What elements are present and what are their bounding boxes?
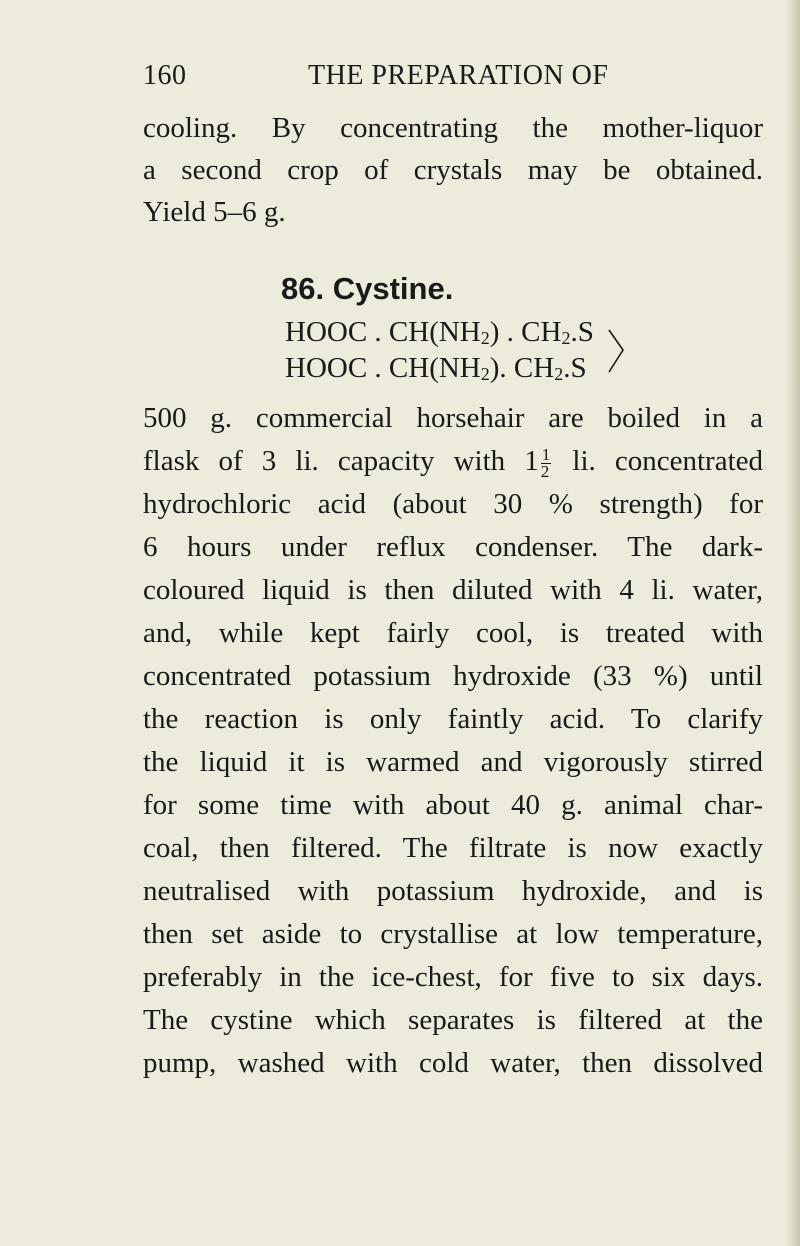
body-line-1: 500 g. commercial horsehair are boiled in a	[143, 402, 763, 434]
fraction-numerator: 1	[541, 444, 551, 464]
formula-line-2	[285, 352, 587, 385]
body-line-13: then set aside to crystallise at low temperature,	[143, 918, 763, 950]
formula-2-middle: ). CH	[489, 352, 555, 384]
formula-1-sub2: 2	[561, 328, 571, 348]
body-line-2	[143, 443, 763, 480]
fraction-denominator: 2	[540, 461, 550, 481]
body-line-4: 6 hours under reflux condenser. The dark-	[143, 531, 763, 563]
intro-line-1: cooling. By concentrating the mother-liquor	[143, 112, 763, 144]
body-line-15: The cystine which separates is filtered at the	[143, 1004, 763, 1036]
body-line-14: preferably in the ice-chest, for five to six days.	[143, 961, 763, 993]
formula-2-sub1: 2	[480, 364, 490, 384]
page-number: 160	[143, 60, 187, 91]
formula-1-sub1: 2	[480, 328, 490, 348]
body-line-3: hydrochloric acid (about 30 % strength) for	[143, 488, 763, 520]
formula-line-1	[285, 316, 594, 349]
running-title: THE PREPARATION OF	[308, 60, 609, 91]
page-edge-shadow	[786, 0, 800, 1246]
body-line-16: pump, washed with cold water, then dissolved	[143, 1047, 763, 1079]
intro-line-3: Yield 5–6 g.	[143, 196, 286, 228]
intro-line-2: a second crop of crystals may be obtained.	[143, 154, 763, 186]
body-line-6: and, while kept fairly cool, is treated with	[143, 617, 763, 649]
formula-1-suffix: .S	[570, 316, 594, 348]
formula-2-sub2: 2	[554, 364, 564, 384]
body-line-9: the liquid it is warmed and vigorously stirred	[143, 746, 763, 778]
body-line-2-before: flask of 3 li. capacity with 1	[143, 445, 539, 477]
section-heading: 86. Cystine.	[281, 271, 454, 306]
body-line-10: for some time with about 40 g. animal char-	[143, 789, 763, 821]
formula-1-prefix: HOOC . CH(NH	[285, 316, 481, 348]
formula-2-suffix: .S	[563, 352, 587, 384]
fraction-one-half	[540, 444, 552, 481]
body-line-5: coloured liquid is then diluted with 4 li. water,	[143, 574, 763, 606]
body-line-8: the reaction is only faintly acid. To clarify	[143, 703, 763, 735]
formula-2-prefix: HOOC . CH(NH	[285, 352, 481, 384]
body-line-11: coal, then filtered. The filtrate is now exactly	[143, 832, 763, 864]
disulfide-bond-bracket	[607, 320, 629, 382]
formula-1-middle: ) . CH	[489, 316, 562, 348]
body-line-2-after: li. concentrated	[553, 445, 763, 477]
body-line-12: neutralised with potassium hydroxide, and is	[143, 875, 763, 907]
body-line-7: concentrated potassium hydroxide (33 %) until	[143, 660, 763, 692]
